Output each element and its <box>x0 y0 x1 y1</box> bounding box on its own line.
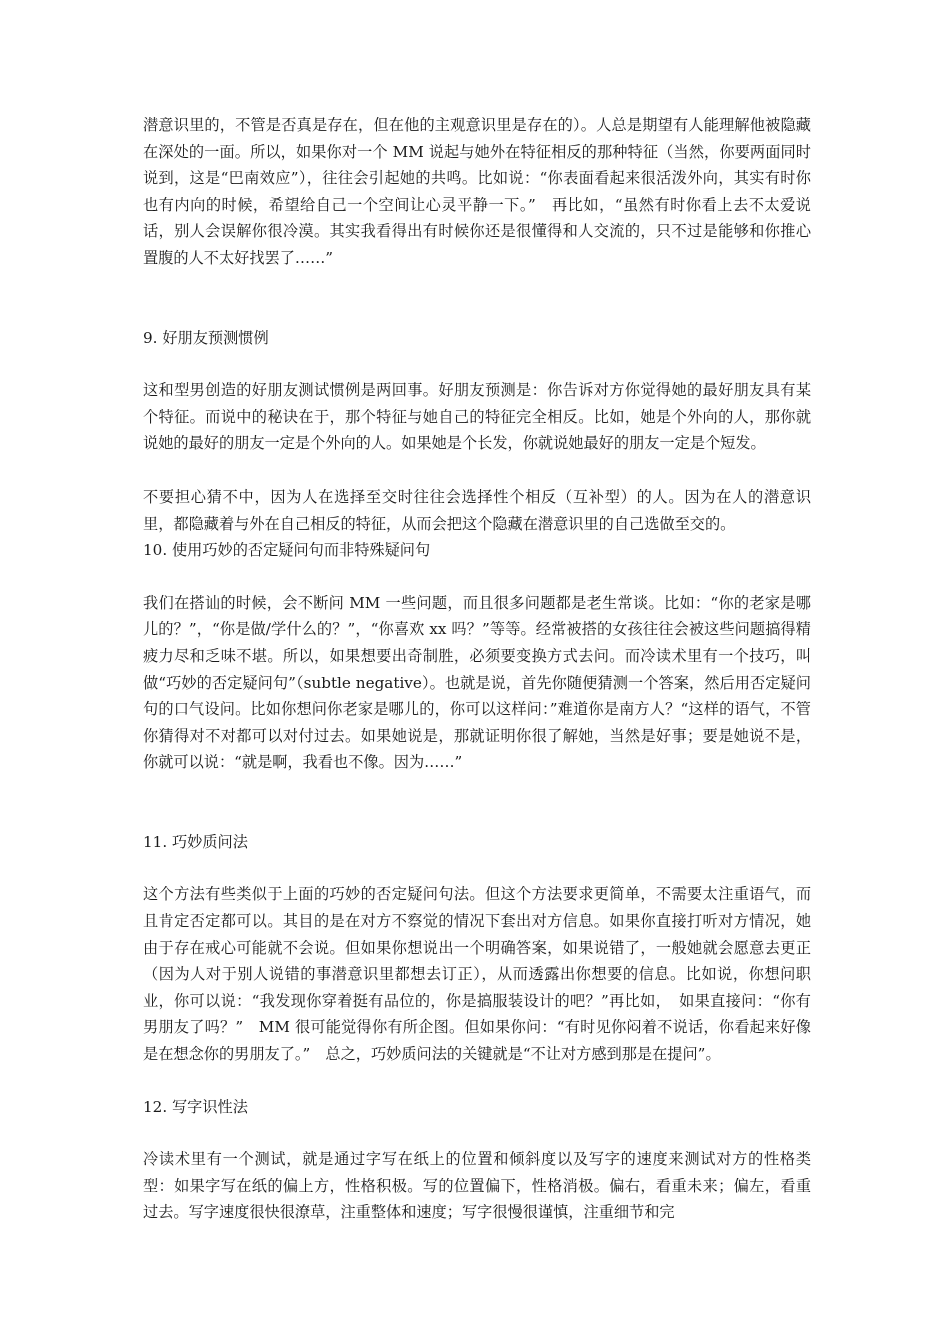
spacer <box>143 776 811 829</box>
paragraph-intro: 潜意识里的，不管是否真是存在，但在他的主观意识里是存在的）。人总是期望有人能理解他被隐藏在深处的一面。所以，如果你对一个 MM 说起与她外在特征相反的那种特征（当然，你要两面同时说到，这是“巴南效应”），往往会引起她的共鸣。比如说：“你表面看起来很活泼外向，其实有时你也有内向的时候，希望给自己一个空间让心灵平静一下。” 再比如，“虽然有时你看上去不太爱说话，别人会误解你很冷漠。其实我看得出有时候你还是很懂得和人交流的，只不过是能够和你推心置腹的人不太好找罢了……” <box>143 116 811 267</box>
spacer <box>143 1120 811 1146</box>
paragraph-9b: 不要担心猜不中，因为人在选择至交时往往会选择性个相反（互补型）的人。因为在人的潜意识里，都隐藏着与外在自己相反的特征，从而会把这个隐藏在潜意识里的自己选做至交的。 <box>143 487 811 533</box>
paragraph-12: 冷读术里有一个测试，就是通过字写在纸上的位置和倾斜度以及写字的速度来测试对方的性格类型：如果字写在纸的偏上方，性格积极。写的位置偏下，性格消极。偏右，看重未来；偏左，看重过去。写字速度很快很潦草，注重整体和速度；写字很慢很谨慎，注重细节和完 <box>143 1150 811 1222</box>
document-page <box>143 112 811 1226</box>
paragraph-9a: 这和型男创造的好朋友测试惯例是两回事。好朋友预测是：你告诉对方你觉得她的最好朋友具有某个特征。而说中的秘诀在于，那个特征与她自己的特征完全相反。比如，她是个外向的人，那你就说她的最好的朋友一定是个外向的人。如果她是个长发，你就说她最好的朋友一定是个短发。 <box>143 381 811 453</box>
section-heading-10: 10. 使用巧妙的否定疑问句而非特殊疑问句 <box>143 541 431 560</box>
section-heading-9: 9. 好朋友预测惯例 <box>143 328 269 347</box>
spacer <box>143 272 811 325</box>
spacer <box>143 564 811 590</box>
spacer <box>143 855 811 881</box>
paragraph-11: 这个方法有些类似于上面的巧妙的否定疑问句法。但这个方法要求更简单，不需要太注重语气，而且肯定否定都可以。其目的是在对方不察觉的情况下套出对方信息。如果你直接打听对方情况，她由于存在戒心可能就不会说。但如果你想说出一个明确答案，如果说错了，一般她就会愿意去更正（因为人对于别人说错的事潜意识里都想去订正），从而透露出你想要的信息。比如说，你想问职业，你可以说：“我发现你穿着挺有品位的，你是搞服装设计的吧？”再比如， 如果直接问：“你有男朋友了吗？” MM 很可能觉得你有所企图。但如果你问：“有时见你闷着不说话，你看起来好像是在想念你的男朋友了。” 总之，巧妙质问法的关键就是“不让对方感到那是在提问”。 <box>143 885 811 1064</box>
section-heading-11: 11. 巧妙质问法 <box>143 832 248 851</box>
spacer <box>143 1068 811 1094</box>
spacer <box>143 457 811 484</box>
spacer <box>143 351 811 377</box>
paragraph-10: 我们在搭讪的时候，会不断问 MM 一些问题，而且很多问题都是老生常谈。比如：“你的老家是哪儿的？”，“你是做/学什么的？”，“你喜欢 xx 吗？”等等。经常被搭的女孩往往会被这些问题搞得精疲力尽和乏味不堪。所以，如果想要出奇制胜，必须要变换方式去问。而冷读术里有一个技巧，叫做“巧妙的否定疑问句”（subtle negative）。也就是说，首先你随便猜测一个答案，然后用否定疑问句的口气设问。比如你想问你老家是哪儿的，你可以这样问：”难道你是南方人？“这样的语气，不管你猜得对不对都可以对付过去。如果她说是，那就证明你很了解她，当然是好事；要是她说不是，你就可以说：“就是啊，我看也不像。因为……” <box>143 593 811 772</box>
section-heading-12: 12. 写字识性法 <box>143 1097 248 1116</box>
